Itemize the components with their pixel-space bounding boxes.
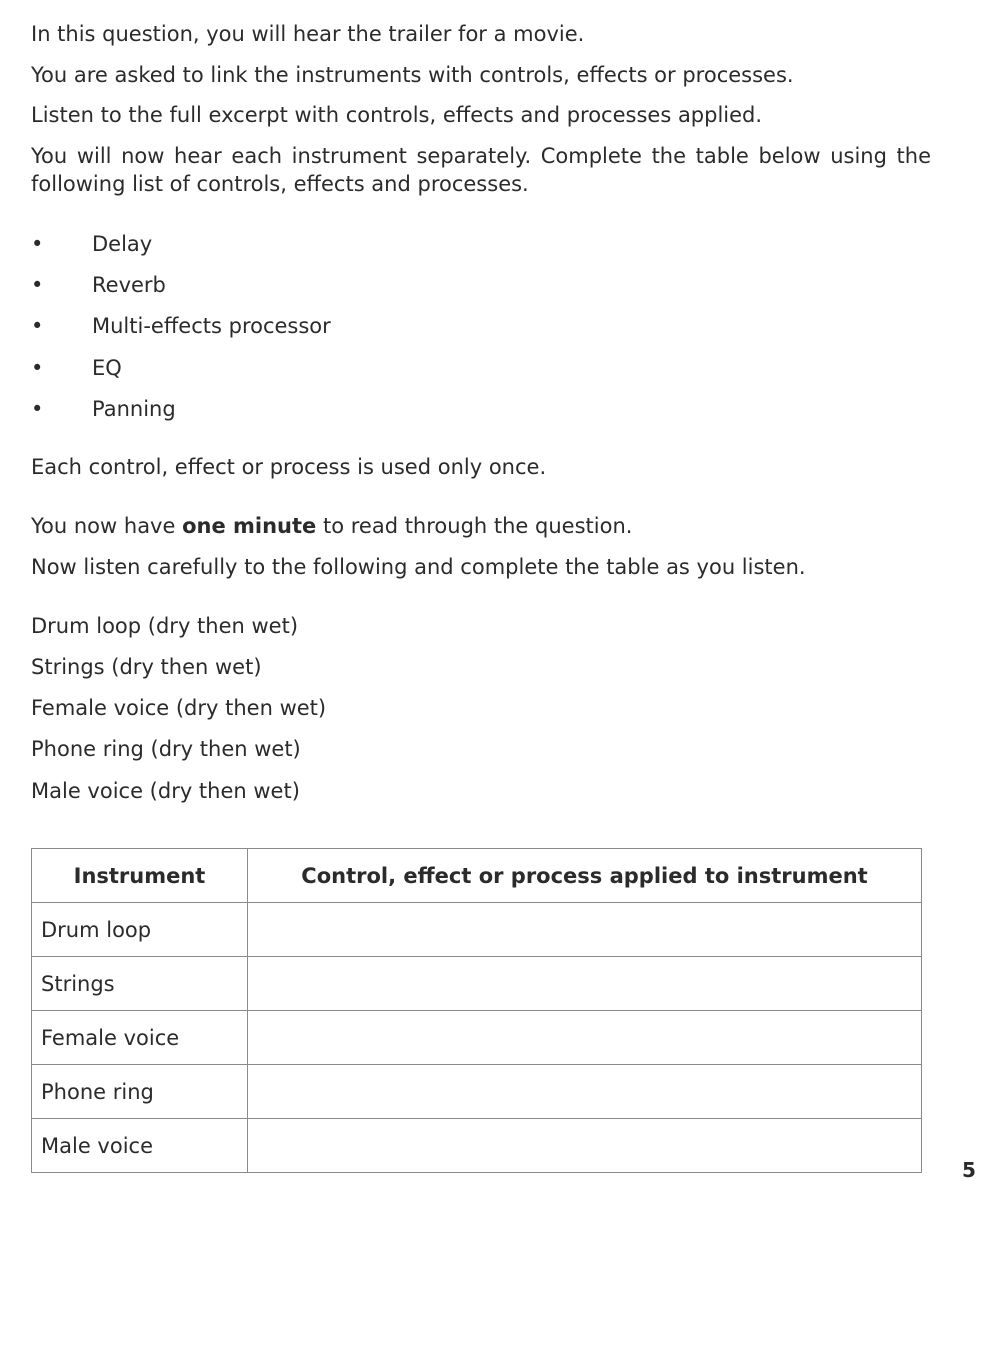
instrument-cell: Phone ring xyxy=(32,1065,248,1119)
table-row xyxy=(32,1119,922,1173)
instrument-cell: Female voice xyxy=(32,1011,248,1065)
option-label: Delay xyxy=(92,232,153,256)
reading-time-emphasis: one minute xyxy=(182,514,317,538)
usage-rule: Each control, effect or process is used only once. xyxy=(31,455,547,479)
answer-cell[interactable] xyxy=(248,957,922,1011)
intro-line-4: You will now hear each instrument separately. Complete the table below using the following list of controls, effects and processes. xyxy=(31,144,931,196)
intro-line-1: In this question, you will hear the trailer for a movie. xyxy=(31,22,585,46)
bullet-icon: • xyxy=(31,356,44,380)
listen-instruction: Now listen carefully to the following and complete the table as you listen. xyxy=(31,555,806,579)
table-row xyxy=(32,957,922,1011)
header-instrument: Instrument xyxy=(32,849,248,903)
playlist-item: Strings (dry then wet) xyxy=(31,655,262,679)
marks-total: 5 xyxy=(962,1158,976,1182)
table-row xyxy=(32,1011,922,1065)
answer-cell[interactable] xyxy=(248,903,922,957)
option-label: Multi-effects processor xyxy=(92,314,331,338)
bullet-icon: • xyxy=(31,314,44,338)
playlist-item: Female voice (dry then wet) xyxy=(31,696,327,720)
instrument-cell: Male voice xyxy=(32,1119,248,1173)
answer-cell[interactable] xyxy=(248,1065,922,1119)
reading-time-prefix: You now have xyxy=(31,514,183,538)
playlist-item: Drum loop (dry then wet) xyxy=(31,614,299,638)
table-row xyxy=(32,1065,922,1119)
playlist-item: Male voice (dry then wet) xyxy=(31,779,300,803)
bullet-icon: • xyxy=(31,397,44,421)
answer-cell[interactable] xyxy=(248,1011,922,1065)
bullet-icon: • xyxy=(31,232,44,256)
table-row xyxy=(32,903,922,957)
reading-time-suffix: to read through the question. xyxy=(316,514,633,538)
answer-table xyxy=(31,848,922,1173)
bullet-icon: • xyxy=(31,273,44,297)
instrument-cell: Strings xyxy=(32,957,248,1011)
header-control-effect: Control, effect or process applied to instrument xyxy=(248,849,922,903)
intro-line-2: You are asked to link the instruments with controls, effects or processes. xyxy=(31,63,794,87)
playlist-item: Phone ring (dry then wet) xyxy=(31,737,301,761)
table-header-row xyxy=(32,849,922,903)
option-label: EQ xyxy=(92,356,122,380)
reading-time-instruction xyxy=(31,512,632,540)
instrument-cell: Drum loop xyxy=(32,903,248,957)
option-label: Reverb xyxy=(92,273,166,297)
option-label: Panning xyxy=(92,397,176,421)
intro-line-3: Listen to the full excerpt with controls, effects and processes applied. xyxy=(31,103,763,127)
answer-cell[interactable] xyxy=(248,1119,922,1173)
